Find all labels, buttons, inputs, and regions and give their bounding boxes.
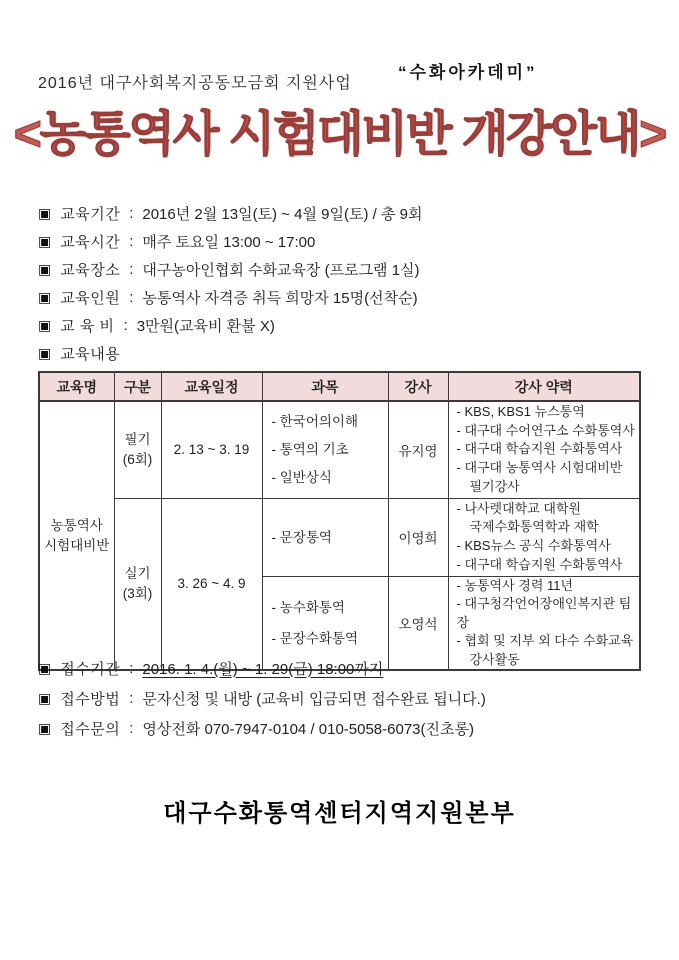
career-cell: - 나사렛대학교 대학원 국제수화통역학과 재학 - KBS뉴스 공식 수화통역사 - 대구대 학습지원 수화통역사 <box>448 498 640 576</box>
info-value: 2016년 2월 13일(토) ~ 4월 9일(토) / 총 9회 <box>142 205 423 223</box>
info-value: 3만원(교육비 환불 X) <box>136 317 275 335</box>
registration-label: 접수문의 <box>60 720 121 738</box>
table-row <box>39 401 640 498</box>
registration-period-value: 2016. 1. 4.(월) ~ 1. 29(금) 18:00까지 <box>142 660 384 678</box>
list-item <box>38 255 422 283</box>
schedule-cell: 2. 13 ~ 3. 19 <box>161 401 262 498</box>
course-name-cell: 농통역사 시험대비반 <box>39 401 114 670</box>
square-bullet-icon: ▣ <box>38 260 52 277</box>
square-bullet-icon: ▣ <box>38 719 52 736</box>
subjects-cell: - 농수화통역 - 문장수화통역 <box>262 576 388 670</box>
info-value: 대구농아인협회 수화교육장 (프로그램 1실) <box>142 261 420 279</box>
course-info-list <box>38 199 422 367</box>
list-item <box>38 199 422 227</box>
label-separator: : <box>129 288 134 306</box>
column-header: 교육명 <box>39 372 114 401</box>
label-separator: : <box>129 260 134 278</box>
label-separator: : <box>129 204 134 222</box>
instructor-cell: 이영희 <box>388 498 448 576</box>
registration-label: 접수방법 <box>60 690 121 708</box>
square-bullet-icon: ▣ <box>38 204 52 221</box>
label-separator: : <box>129 659 134 677</box>
registration-label: 접수기간 <box>60 660 121 678</box>
registration-info-list <box>38 653 486 743</box>
info-label: 교육인원 <box>60 289 121 307</box>
label-separator: : <box>129 719 134 737</box>
info-label: 교육내용 <box>60 345 121 363</box>
list-item <box>38 339 422 367</box>
list-item <box>38 311 422 339</box>
column-header: 교육일정 <box>161 372 262 401</box>
label-separator: : <box>129 689 134 707</box>
table-row <box>39 498 640 576</box>
page-title: <농통역사 시험대비반 개강안내> <box>13 108 666 161</box>
registration-contact-value: 영상전화 070-7947-0104 / 010-5058-6073(진초롱) <box>142 720 474 738</box>
label-separator: : <box>129 232 134 250</box>
academy-label: “수화아카데미” <box>398 63 538 82</box>
schedule-cell: 3. 26 ~ 4. 9 <box>161 498 262 670</box>
career-cell: - 농통역사 경력 11년 - 대구청각언어장애인복지관 팀장 - 협회 및 지부 외 다수 수화교육 강사활동 <box>448 576 640 670</box>
subjects-cell: - 문장통역 <box>262 498 388 576</box>
info-value: 매주 토요일 13:00 ~ 17:00 <box>142 233 316 251</box>
program-subtitle: 2016년 대구사회복지공동모금회 지원사업 <box>38 75 352 92</box>
course-schedule-table <box>38 371 641 671</box>
info-label: 교육시간 <box>60 233 121 251</box>
info-value: 농통역사 자격증 취득 희망자 15명(선착순) <box>142 289 418 307</box>
table-header-row <box>39 372 640 401</box>
info-label: 교 육 비 <box>60 317 115 335</box>
column-header: 과목 <box>262 372 388 401</box>
registration-method-value: 문자신청 및 내방 (교육비 입금되면 접수완료 됩니다.) <box>142 690 486 708</box>
column-header: 강사 약력 <box>448 372 640 401</box>
organization-name: 대구수화통역센터지역지원본부 <box>163 800 516 827</box>
category-cell: 필기 (6회) <box>114 401 161 498</box>
list-item <box>38 227 422 255</box>
instructor-cell: 유지영 <box>388 401 448 498</box>
square-bullet-icon: ▣ <box>38 659 52 676</box>
square-bullet-icon: ▣ <box>38 232 52 249</box>
list-item <box>38 653 486 683</box>
list-item <box>38 683 486 713</box>
column-header: 구분 <box>114 372 161 401</box>
subjects-cell: - 한국어의이해 - 통역의 기초 - 일반상식 <box>262 401 388 498</box>
column-header: 강사 <box>388 372 448 401</box>
category-cell: 실기 (3회) <box>114 498 161 670</box>
instructor-cell: 오영석 <box>388 576 448 670</box>
career-cell: - KBS, KBS1 뉴스통역 - 대구대 수어연구소 수화통역사 - 대구대 학습지원 수화통역사 - 대구대 농통역사 시험대비반 필기강사 <box>448 401 640 498</box>
square-bullet-icon: ▣ <box>38 288 52 305</box>
list-item <box>38 713 486 743</box>
square-bullet-icon: ▣ <box>38 316 52 333</box>
info-label: 교육기간 <box>60 205 121 223</box>
square-bullet-icon: ▣ <box>38 689 52 706</box>
label-separator: : <box>123 316 128 334</box>
square-bullet-icon: ▣ <box>38 344 52 361</box>
list-item <box>38 283 422 311</box>
info-label: 교육장소 <box>60 261 121 279</box>
